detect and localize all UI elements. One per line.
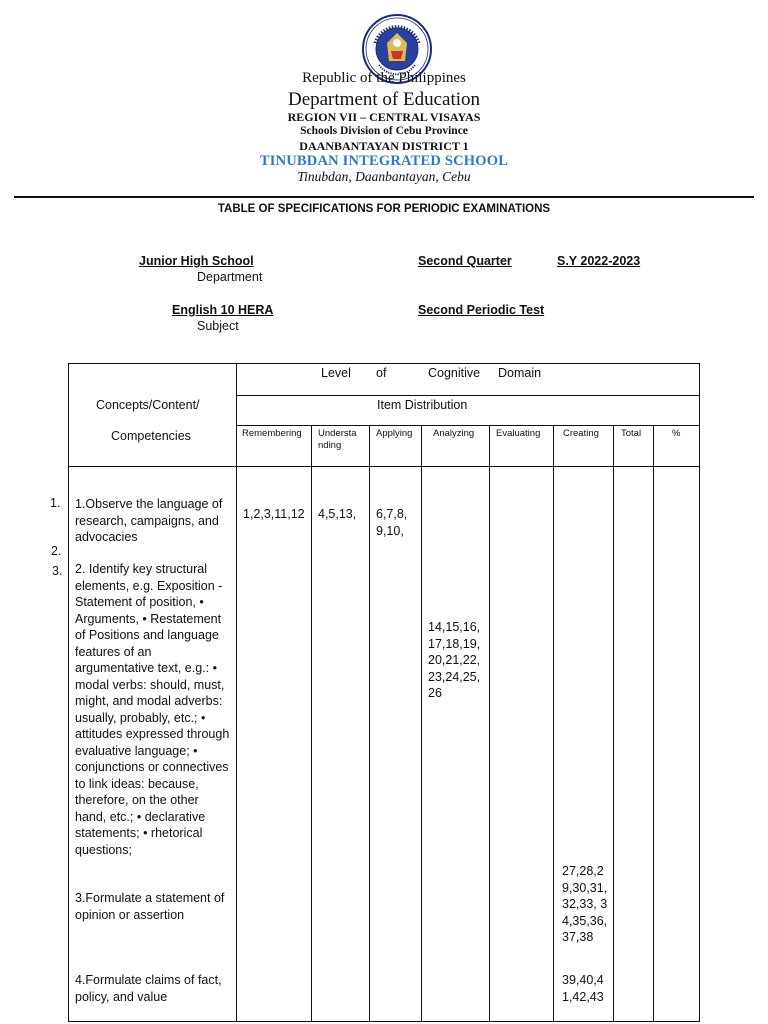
document-title: TABLE OF SPECIFICATIONS FOR PERIODIC EXAMINATIONS <box>217 203 551 215</box>
col-applying: Applying <box>376 428 413 439</box>
items-analyzing: 14,15,16, 17,18,19, 20,21,22, 23,24,25, 26 <box>428 620 481 700</box>
col-remembering: Remembering <box>242 428 302 439</box>
items-applying: 6,7,8, 9,10, <box>376 507 408 538</box>
department-value: Junior High School <box>139 254 254 268</box>
row-number-3: 3. <box>52 564 63 578</box>
subject-label: Subject <box>197 319 239 333</box>
department-label: Department <box>197 270 263 284</box>
region-line: REGION VII – CENTRAL VISAYAS <box>287 110 481 124</box>
competency-3: 3.Formulate a statement of opinion or assertion <box>75 891 225 922</box>
district-line: DAANBANTAYAN DISTRICT 1 <box>299 139 469 153</box>
items-creating-4: 39,40,41,42,43 <box>562 973 604 1004</box>
items-creating-3: 27,28,29,30,31,32,33, 34,35,36,37,38 <box>562 864 608 944</box>
col-evaluating: Evaluating <box>496 428 541 439</box>
col-analyzing: Analyzing <box>433 428 475 439</box>
department-line: Department of Education <box>287 89 481 110</box>
cognitive-word: Cognitive <box>428 366 481 380</box>
domain-word: Domain <box>498 366 542 380</box>
items-remembering: 1,2,3,11,12 <box>243 507 305 521</box>
school-address: Tinubdan, Daanbantayan, Cebu <box>297 169 471 184</box>
competency-4: 4.Formulate claims of fact, policy, and value <box>75 973 222 1004</box>
col-total: Total <box>621 428 642 439</box>
competency-2: 2. Identify key structural elements, e.g. Exposition - Statement of position, • Arguments, • Restatement of Positions and language features of an argumentative text, e.g.: • modal verbs: should, must, might, and modal adverbs: usually, probably, etc.; • attitudes expressed through evaluative language; • conjunctions or connectives to link ideas: because, therefore, on the other hand, etc.; • declarative statements; • rhetorical questions; <box>75 562 230 857</box>
col-percent: % <box>672 428 681 439</box>
republic-line: Republic of the Philippines <box>302 70 466 86</box>
col-creating: Creating <box>563 428 599 439</box>
of-word: of <box>376 366 387 380</box>
school-year: S.Y 2022-2023 <box>557 254 641 268</box>
division-line: Schools Division of Cebu Province <box>300 125 468 137</box>
subject-value: English 10 HERA <box>172 303 274 317</box>
test-name: Second Periodic Test <box>418 303 545 317</box>
quarter: Second Quarter <box>418 254 512 268</box>
competencies-header: Competencies <box>111 429 191 443</box>
col-understanding: Understa nding <box>318 428 357 451</box>
level-word: Level <box>321 366 351 380</box>
item-distribution-header: Item Distribution <box>377 398 468 412</box>
school-name: TINUBDAN INTEGRATED SCHOOL <box>259 153 509 169</box>
competency-1: 1.Observe the language of research, campaigns, and advocacies <box>75 497 223 544</box>
header-divider <box>14 196 754 198</box>
row-number-2: 2. <box>51 544 62 558</box>
concepts-header: Concepts/Content/ <box>96 398 200 412</box>
items-understanding: 4,5,13, <box>318 507 357 521</box>
row-number-1: 1. <box>50 496 61 510</box>
